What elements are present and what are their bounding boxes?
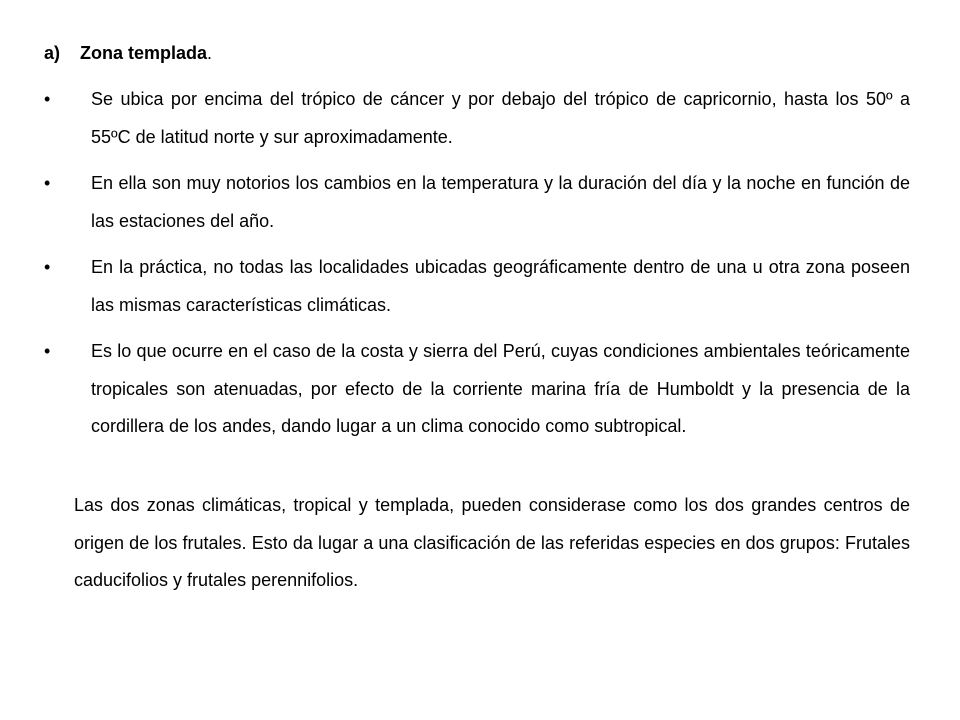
bullet-text: Se ubica por encima del trópico de cáncer y por debajo del trópico de capricornio, hasta los 50º a 55ºC de latitud norte y sur aproximadamente. [91, 89, 910, 147]
heading-period: . [207, 43, 213, 63]
bullet-item [44, 333, 910, 446]
bullet-item [44, 249, 910, 324]
heading-marker: a) [44, 43, 61, 63]
bullet-item [44, 81, 910, 156]
closing-paragraph: Las dos zonas climáticas, tropical y templada, pueden considerase como los dos grandes centros de origen de los frutales. Esto da lugar a una clasificación de las referidas especies en dos grupos: Frutales caducifolios y frutales perennifolios. [74, 495, 910, 590]
bullet-list [44, 81, 910, 455]
bullet-dot: • [44, 89, 51, 109]
section-heading [44, 40, 212, 66]
bullet-dot: • [44, 257, 51, 277]
bullet-text: En la práctica, no todas las localidades ubicadas geográficamente dentro de una u otra zona poseen las mismas características climáticas. [91, 257, 910, 315]
bullet-dot: • [44, 173, 51, 193]
bullet-item [44, 165, 910, 240]
bullet-text: En ella son muy notorios los cambios en la temperatura y la duración del día y la noche en función de las estaciones del año. [91, 173, 910, 231]
heading-title: Zona templada [80, 43, 208, 63]
bullet-dot: • [44, 341, 51, 361]
bullet-text: Es lo que ocurre en el caso de la costa y sierra del Perú, cuyas condiciones ambientales teóricamente tropicales son atenuadas, por efecto de la corriente marina fría de Humboldt y la presencia de la cordillera de los andes, dando lugar a un clima conocido como subtropical. [91, 341, 910, 436]
